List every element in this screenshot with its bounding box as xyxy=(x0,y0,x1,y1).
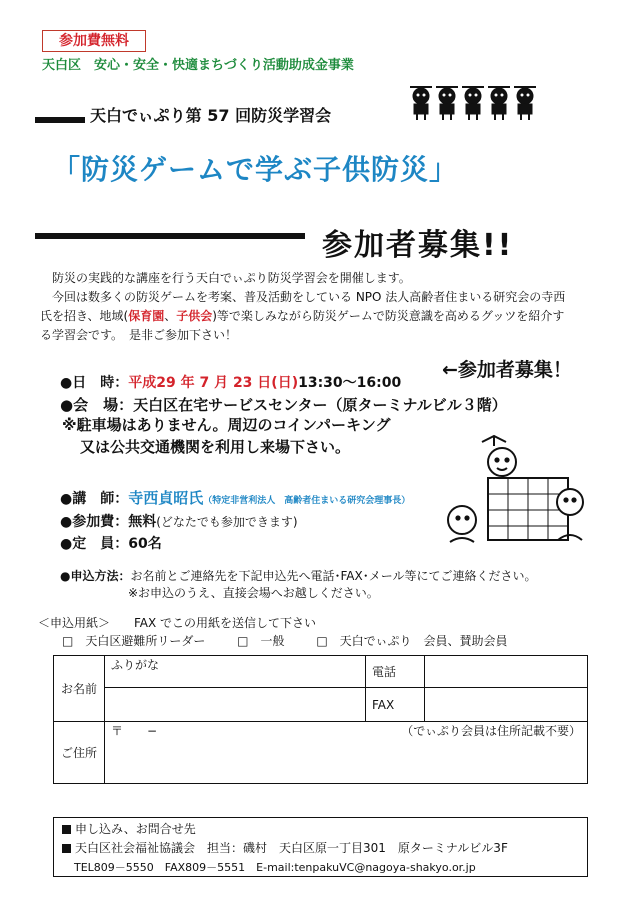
contact-org-row xyxy=(62,839,579,858)
recruit-heading: 参加者募集!! xyxy=(322,228,514,263)
game-illustration xyxy=(440,432,590,560)
apply-label: ●申込方法： xyxy=(60,569,131,583)
address-note: （でぃぷり会員は住所記載不要） xyxy=(401,724,581,738)
contact-heading-row xyxy=(62,820,579,839)
intro-line-3a: 氏を招き、地域( xyxy=(40,309,129,323)
apply-note: ※お申込のうえ、直接会場へお越しください。 xyxy=(128,586,379,600)
name-label: お名前 xyxy=(54,656,105,722)
apply-row xyxy=(60,567,536,584)
fax-field[interactable] xyxy=(425,688,588,722)
parking-note xyxy=(62,414,391,458)
capacity-label: ●定 員： xyxy=(60,536,129,552)
intro-line-3 xyxy=(40,307,610,326)
apply-value: お名前とご連絡先を下記申込先へ電話･FAX･メール等にてご連絡ください。 xyxy=(130,569,537,583)
recruit-bar xyxy=(35,233,305,239)
child-figure-5 xyxy=(514,87,536,120)
children-illustration xyxy=(408,82,540,122)
venue-row xyxy=(60,394,507,415)
furigana-field[interactable] xyxy=(105,656,366,688)
fee-note: (どなたでも参加できます) xyxy=(156,515,298,529)
tel-field[interactable] xyxy=(425,656,588,688)
child-figure-4 xyxy=(488,87,510,120)
capacity-value: 60名 xyxy=(128,536,162,552)
contact-heading: 申し込み、お問合せ先 xyxy=(75,822,196,836)
kids-club-text: 子供会 xyxy=(176,309,213,323)
fee-label: ●参加費： xyxy=(60,514,129,530)
lecturer-label: ●講 師： xyxy=(60,491,129,507)
checkbox-member[interactable]: □ 天白でぃぷり 会員、賛助会員 xyxy=(316,634,508,648)
checkbox-general[interactable]: □ 一般 xyxy=(237,634,285,648)
venue-label: ●会 場： xyxy=(60,396,134,414)
date-label: ●日 時： xyxy=(60,375,129,391)
free-participation-badge: 参加費無料 xyxy=(42,30,146,52)
square-bullet-icon xyxy=(62,844,71,853)
furigana-label: ふりがな xyxy=(111,658,160,672)
nursery-text: 保育園 xyxy=(128,309,165,323)
fee-row xyxy=(60,511,298,531)
contact-org: 天白区社会福祉協議会 担当：磯村 天白区原一丁目301 原ターミナルビル3F xyxy=(75,841,508,855)
series-bar xyxy=(35,117,85,123)
application-form-table xyxy=(53,655,588,784)
address-field[interactable] xyxy=(105,722,588,784)
event-title: 「防災ゲームで学ぶ子供防災」 xyxy=(52,153,459,186)
fax-label: FAX xyxy=(366,688,425,722)
address-label: ご住所 xyxy=(54,722,105,784)
checkbox-shelter-leader[interactable]: □ 天白区避難所リーダー xyxy=(62,634,206,648)
lecturer-row xyxy=(60,487,410,508)
parking-line-1: ※駐車場はありません。周辺のコインパーキング xyxy=(62,416,391,434)
subsidy-program-text: 天白区 安心・安全・快適まちづくり活動助成金事業 xyxy=(42,58,354,73)
fee-value: 無料 xyxy=(128,514,157,530)
date-row xyxy=(60,372,401,392)
series-title: 天白でぃぷり第 57 回防災学習会 xyxy=(90,106,332,125)
date-value: 平成29 年 7 月 23 日(日) xyxy=(128,375,299,391)
intro-line-3c: )等で楽しみながら防災ゲームで防災意識を高めるグッツを紹介す xyxy=(212,309,565,323)
intro-paragraph xyxy=(40,269,610,345)
lecturer-title: （特定非営利法人 高齢者住まいる研究会理事長） xyxy=(203,496,411,506)
capacity-row xyxy=(60,533,162,553)
intro-line-1: 防災の実践的な講座を行う天白でぃぷり防災学習会を開催します。 xyxy=(52,271,411,285)
intro-line-3b: 、 xyxy=(164,309,177,323)
child-figure-3 xyxy=(462,87,484,120)
postal-mark: 〒 − xyxy=(111,724,158,738)
category-checkboxes xyxy=(62,632,535,649)
recruit-callout: ←参加者募集！ xyxy=(442,359,572,381)
intro-line-4: る学習会です。 是非ご参加下さい！ xyxy=(40,328,238,342)
lecturer-name: 寺西貞昭氏 xyxy=(128,489,204,507)
parking-line-2: 又は公共交通機関を利用し来場下さい。 xyxy=(80,438,351,456)
child-figure-2 xyxy=(436,87,458,120)
square-bullet-icon xyxy=(62,825,71,834)
time-value: 13:30〜16:00 xyxy=(298,375,402,391)
tel-label: 電話 xyxy=(366,656,425,688)
venue-value: 天白区在宅サービスセンター（原ターミナルビル３階） xyxy=(133,396,507,414)
contact-box xyxy=(53,817,588,877)
intro-line-2: 今回は数多くの防災ゲームを考案、普及活動をしている NPO 法人高齢者住まいる研究会の寺西 xyxy=(52,290,566,304)
child-figure-1 xyxy=(410,87,432,120)
form-heading: ＜申込用紙＞ FAX でこの用紙を送信して下さい xyxy=(38,616,317,630)
name-field[interactable] xyxy=(105,688,366,722)
contact-phones: TEL809－5550 FAX809－5551 E-mail:tenpakuVC@nagoya-shakyo.or.jp xyxy=(74,861,476,874)
